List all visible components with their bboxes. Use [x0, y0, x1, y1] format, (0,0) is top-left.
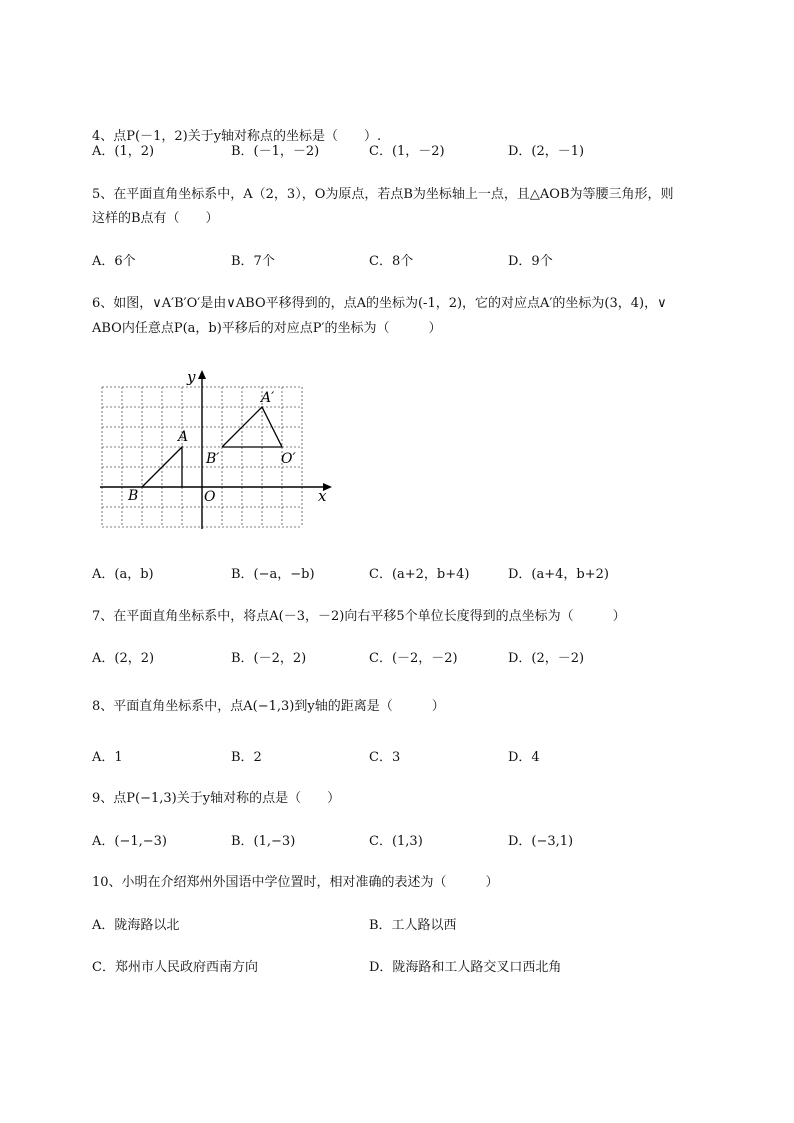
- q7-option-c: C．(－2，－2): [369, 651, 458, 666]
- q8-option-d: D．4: [508, 750, 540, 765]
- q9-option-c: C．(1,3): [369, 834, 423, 849]
- q4-option-b: B．(－1，－2): [231, 144, 320, 159]
- y-axis-arrow-icon: [198, 370, 206, 379]
- coordinate-grid-figure: [98, 366, 338, 536]
- q6-option-b: B．(−a，−b): [231, 567, 315, 582]
- q6-option-c: C．(a+2，b+4): [369, 567, 470, 582]
- point-o-prime-label: O′: [281, 451, 296, 467]
- q5-option-a: A．6个: [92, 254, 136, 269]
- point-b-prime-label: B′: [206, 451, 220, 467]
- question-9-stem: 9、点P(−1,3)关于y轴对称的点是（ ）: [92, 791, 341, 806]
- q7-option-d: D．(2，－2): [508, 651, 585, 666]
- point-b-label: B: [128, 488, 139, 504]
- q8-option-b: B．2: [231, 750, 262, 765]
- point-a-label: A: [178, 429, 189, 445]
- question-10-stem: 10、小明在介绍郑州外国语中学位置时，相对准确的表述为（ ）: [92, 875, 499, 890]
- q8-option-a: A．1: [92, 750, 123, 765]
- q5-option-d: D．9个: [508, 254, 553, 269]
- q7-option-b: B．(－2，2): [231, 651, 307, 666]
- question-4-stem: 4、点P(－1，2)关于y轴对称点的坐标是（ ）.: [92, 129, 382, 144]
- x-axis-label: x: [318, 487, 327, 505]
- q7-option-a: A．(2，2): [92, 651, 155, 666]
- q5-option-c: C．8个: [369, 254, 414, 269]
- question-5-stem-continued: 这样的B点有（ ）: [92, 211, 219, 226]
- q9-option-b: B．(1,−3): [231, 834, 296, 849]
- q8-option-c: C．3: [369, 750, 401, 765]
- q4-option-c: C．(1，－2): [369, 144, 445, 159]
- q6-option-a: A．(a，b): [92, 567, 154, 582]
- point-a-prime-label: A′: [261, 390, 275, 406]
- q9-option-d: D．(−3,1): [508, 834, 574, 849]
- q10-option-b: B．工人路以西: [369, 918, 457, 933]
- q10-option-a: A．陇海路以北: [92, 918, 180, 933]
- q10-option-c: C．郑州市人民政府西南方向: [92, 960, 258, 975]
- origin-o-label: O: [204, 489, 216, 505]
- q4-option-a: A．(1，2): [92, 144, 155, 159]
- q4-option-d: D．(2，－1): [508, 144, 585, 159]
- question-5-stem: 5、在平面直角坐标系中，A（2，3），O为原点，若点B为坐标轴上一点，且△AOB为等腰三角形，则: [92, 187, 674, 202]
- question-8-stem: 8、平面直角坐标系中，点A(−1,3)到y轴的距离是（ ）: [92, 699, 445, 714]
- question-7-stem: 7、在平面直角坐标系中，将点A(－3，－2)向右平移5个单位长度得到的点坐标为（ ）: [92, 609, 626, 624]
- question-6-stem: 6、如图，∨A′B′O′是由∨ABO平移得到的，点A的坐标为(-1，2)，它的对应点A′的坐标为(3，4)，∨: [92, 296, 667, 311]
- question-6-stem-continued: ABO内任意点P(a，b)平移后的对应点P′的坐标为（ ）: [92, 321, 442, 336]
- q5-option-b: B．7个: [231, 254, 275, 269]
- q10-option-d: D．陇海路和工人路交叉口西北角: [369, 960, 562, 975]
- q9-option-a: A．(−1,−3): [92, 834, 167, 849]
- q6-option-d: D．(a+4，b+2): [508, 567, 609, 582]
- y-axis-label: y: [187, 368, 196, 386]
